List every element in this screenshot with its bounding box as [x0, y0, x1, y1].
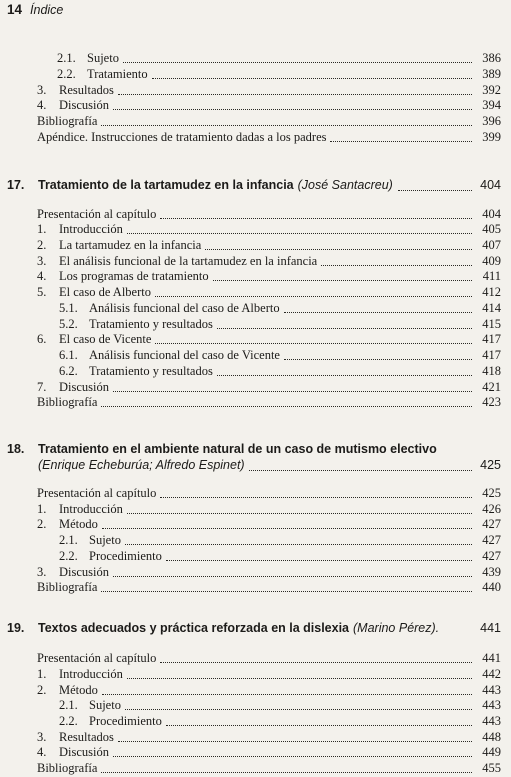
toc-entry: 2. La tartamudez en la infancia 407	[37, 238, 501, 252]
chapter-heading	[7, 442, 501, 457]
toc-entry: 2.1. Sujeto 427	[59, 533, 501, 548]
toc-entry: 3. Resultados 448	[37, 729, 501, 744]
toc-entry: 2.1. Sujeto 443	[59, 698, 501, 713]
toc-entry: 5. El caso de Alberto 412	[37, 285, 501, 300]
chapter-heading	[7, 178, 501, 193]
toc-entry: 6. El caso de Vicente 417	[37, 332, 501, 347]
page-number: 14	[7, 2, 23, 17]
toc-entry: 3. El análisis funcional de la tartamudez en la infancia 409	[37, 253, 501, 268]
toc-entry: Bibliografía 423	[37, 395, 501, 410]
toc-entry: Apéndice. Instrucciones de tratamiento dadas a los padres 399	[37, 129, 501, 144]
toc-entry: 2. Método 443	[37, 682, 501, 697]
toc-entry: 2.2. Procedimiento 443	[59, 714, 501, 729]
chapter-author-line	[38, 458, 501, 473]
toc-entry: 2.2. Tratamiento 389	[57, 66, 501, 81]
chapter-author: (Marino Pérez).	[353, 620, 440, 635]
chapter-number: 17.	[7, 178, 25, 192]
toc-entry: Bibliografía 455	[37, 761, 501, 776]
toc-entry: 7. Discusión 421	[37, 379, 501, 394]
toc-entry: 1. Introducción 426	[37, 501, 501, 516]
chapter-page: 441	[480, 620, 501, 635]
page-header	[7, 2, 63, 22]
toc-entry: 4. Discusión 449	[37, 745, 501, 760]
toc-entry: 1. Introducción 405	[37, 222, 501, 237]
toc-entry: 4. Los programas de tratamiento 411	[37, 269, 501, 284]
chapter-page: 425	[480, 458, 501, 473]
chapter-title: Textos adecuados y práctica reforzada en la dislexia	[38, 620, 350, 635]
toc-entry: Presentación al capítulo 404	[37, 206, 501, 221]
toc-entry: 2.2. Procedimiento 427	[59, 548, 501, 563]
toc-entry: Presentación al capítulo 441	[37, 651, 501, 666]
chapter-author: (José Santacreu)	[297, 178, 393, 192]
toc-entry: Presentación al capítulo 425	[37, 485, 501, 500]
chapter-author: (Enrique Echeburúa; Alfredo Espinet)	[38, 458, 245, 473]
toc-entry: 5.1. Análisis funcional del caso de Alberto 414	[59, 300, 501, 315]
toc-entry: 3. Discusión 439	[37, 564, 501, 579]
toc-entry: 6.2. Tratamiento y resultados 418	[59, 363, 501, 378]
toc-entry: Bibliografía 440	[37, 580, 501, 595]
toc-entry: 4. Discusión 394	[37, 98, 501, 113]
toc-entry: Bibliografía 396	[37, 114, 501, 129]
chapter-title: Tratamiento en el ambiente natural de un caso de mutismo electivo	[38, 441, 437, 456]
chapter-title: Tratamiento de la tartamudez en la infancia	[38, 178, 294, 192]
toc-entry: 2. Método 427	[37, 517, 501, 532]
chapter-number: 18.	[7, 441, 25, 456]
toc-entry: 5.2. Tratamiento y resultados 415	[59, 316, 501, 331]
chapter-number: 19.	[7, 620, 25, 635]
chapter-heading	[7, 621, 501, 636]
toc-entry: 3. Resultados 392	[37, 82, 501, 97]
toc-entry: 1. Introducción 442	[37, 666, 501, 681]
chapter-page: 404	[480, 178, 501, 192]
toc-entry: 2.1. Sujeto 386	[57, 51, 501, 66]
toc-entry: 6.1. Análisis funcional del caso de Vicente 417	[59, 348, 501, 363]
running-title: Índice	[30, 3, 64, 17]
